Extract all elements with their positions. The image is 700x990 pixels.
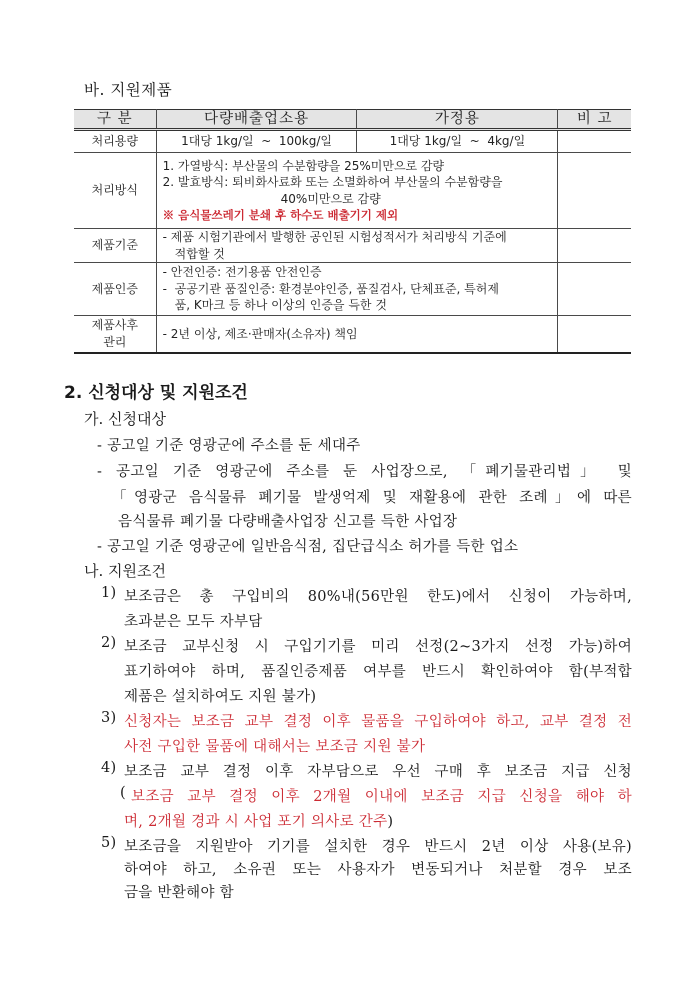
method-warning: ※ 음식물쓰레기 분쇄 후 하수도 배출기기 제외 bbox=[162, 208, 399, 222]
na-item-4-line-1: 보조금 교부 결정 이후 자부담으로 우선 구매 후 보조금 지급 신청 bbox=[124, 764, 632, 780]
aftercare-remarks bbox=[558, 316, 631, 353]
na-item-4-line-3-wrap bbox=[124, 810, 393, 831]
na-item-4-line-3: 며, 2개월 경과 시 사업 포기 의사로 간주 bbox=[124, 814, 388, 830]
method-line-1: 1. 가열방식: 부산물의 수분함량을 25%미만으로 감량 bbox=[162, 158, 445, 173]
header-category: 구 분 bbox=[74, 110, 156, 130]
na-item-2-number: 2) bbox=[101, 635, 117, 651]
na-item-2-line-2: 표기하여야 하며, 품질인증제품 여부를 반드시 확인하여야 함(부적합 bbox=[124, 664, 632, 680]
header-household: 가정용 bbox=[357, 110, 558, 130]
na-item-1-line-2: 초과분은 모두 자부담 bbox=[124, 614, 263, 630]
na-item-5-number: 5) bbox=[101, 835, 117, 851]
na-item-3-line-2: 사전 구입한 물품에 대해서는 보조금 지원 불가 bbox=[124, 739, 426, 755]
row-label bbox=[74, 316, 156, 353]
section-ba-title: 바. 지원제품 bbox=[84, 81, 173, 99]
header-remarks: 비 고 bbox=[558, 110, 631, 130]
certification-line-2: - 공공기관 품질인증: 환경분야인증, 품질검사, 단체표준, 특허제 bbox=[162, 281, 499, 296]
row-label: 제품인증 bbox=[74, 263, 156, 316]
table-row-capacity bbox=[74, 130, 631, 153]
table-header-row bbox=[74, 110, 631, 130]
row-label: 제품기준 bbox=[74, 229, 156, 263]
na-item-5-line-1: 보조금을 지원받아 기기를 설치한 경우 반드시 2년 이상 사용(보유) bbox=[124, 839, 632, 855]
na-item-3-line-1: 신청자는 보조금 교부 결정 이후 물품을 구입하여야 하고, 교부 결정 전 bbox=[124, 714, 632, 730]
na-item-4-paren-close: ) bbox=[387, 814, 394, 830]
capacity-commercial bbox=[156, 130, 357, 153]
ga-item-2-line-2: 「영광군 음식물류 폐기물 발생억제 및 재활용에 관한 조례」에 따른 bbox=[112, 490, 632, 506]
na-item-5-line-2: 하여야 하고, 소유권 또는 사용자가 변동되거나 처분할 경우 보조 bbox=[124, 862, 632, 878]
ga-item-3-line-1: - 공고일 기준 영광군에 일반음식점, 집단급식소 허가를 득한 업소 bbox=[97, 539, 519, 555]
na-item-2-line-1: 보조금 교부신청 시 구입기기를 미리 선정(2~3가지 선정 가능)하여 bbox=[124, 639, 632, 655]
method-line-2: 2. 발효방식: 퇴비화사료화 또는 소멸화하여 부산물의 수분함량을 bbox=[162, 175, 503, 189]
support-product-table bbox=[74, 109, 631, 354]
capacity-commercial-value: 1대당 1kg/일 ~ 100kg/일 bbox=[181, 134, 332, 149]
method-description bbox=[156, 153, 558, 229]
na-item-1-number: 1) bbox=[101, 585, 117, 601]
ga-item-2-line-3: 음식물류 폐기물 다량배출사업장 신고를 득한 사업장 bbox=[118, 514, 458, 530]
certification-line-3: 품, K마크 등 하나 이상의 인증을 득한 것 bbox=[174, 298, 387, 313]
certification-line-1: - 안전인증: 전기용품 안전인증 bbox=[162, 265, 322, 280]
table-row-standard bbox=[74, 229, 631, 263]
table-row-certification bbox=[74, 263, 631, 316]
row-label: 처리방식 bbox=[74, 153, 156, 229]
aftercare-description: - 2년 이상, 제조·판매자(소유자) 책임 bbox=[156, 316, 558, 353]
method-line-3: 40%미만으로 감량 bbox=[280, 191, 381, 206]
section-2-title: 2. 신청대상 및 지원조건 bbox=[64, 383, 248, 403]
standard-line-1: - 제품 시험기관에서 발행한 공인된 시험성적서가 처리방식 기준에 bbox=[162, 230, 507, 244]
row-label: 처리용량 bbox=[74, 130, 156, 153]
method-remarks bbox=[558, 153, 631, 229]
certification-description bbox=[156, 263, 558, 316]
na-item-4-number: 4) bbox=[101, 760, 117, 776]
certification-remarks bbox=[558, 263, 631, 316]
na-item-3-number: 3) bbox=[101, 710, 117, 726]
section-ga-title: 가. 신청대상 bbox=[84, 410, 166, 428]
capacity-household bbox=[357, 130, 558, 153]
table-row-method bbox=[74, 153, 631, 229]
ga-item-1-line-1: - 공고일 기준 영광군에 주소를 둔 세대주 bbox=[97, 438, 361, 454]
ga-item-2-line-1: - 공고일 기준 영광군에 주소를 둔 사업장으로, 「폐기물관리법」 및 bbox=[97, 464, 632, 480]
aftercare-label-line-2: 관리 bbox=[103, 334, 127, 349]
na-item-1-line-1: 보조금은 총 구입비의 80%내(56만원 한도)에서 신청이 가능하며, bbox=[124, 589, 632, 605]
header-commercial: 다량배출업소용 bbox=[156, 110, 357, 130]
na-item-2-line-3: 제품은 설치하여도 지원 불가) bbox=[124, 689, 317, 705]
na-item-4-line-2: 보조금 교부 결정 이후 2개월 이내에 보조금 지급 신청을 해야 하 bbox=[131, 789, 632, 805]
na-item-4-paren-open: ( bbox=[120, 785, 126, 801]
standard-line-2: 적합할 것 bbox=[174, 246, 225, 261]
na-item-5-line-3: 금을 반환해야 함 bbox=[124, 885, 234, 901]
table-row-aftercare bbox=[74, 316, 631, 353]
section-na-title: 나. 지원조건 bbox=[84, 562, 166, 580]
capacity-remarks bbox=[558, 130, 631, 153]
capacity-household-value: 1대당 1kg/일 ~ 4kg/일 bbox=[389, 134, 526, 149]
standard-remarks bbox=[558, 229, 631, 263]
aftercare-label-line-1: 제품사후 bbox=[91, 318, 138, 333]
standard-description bbox=[156, 229, 558, 263]
